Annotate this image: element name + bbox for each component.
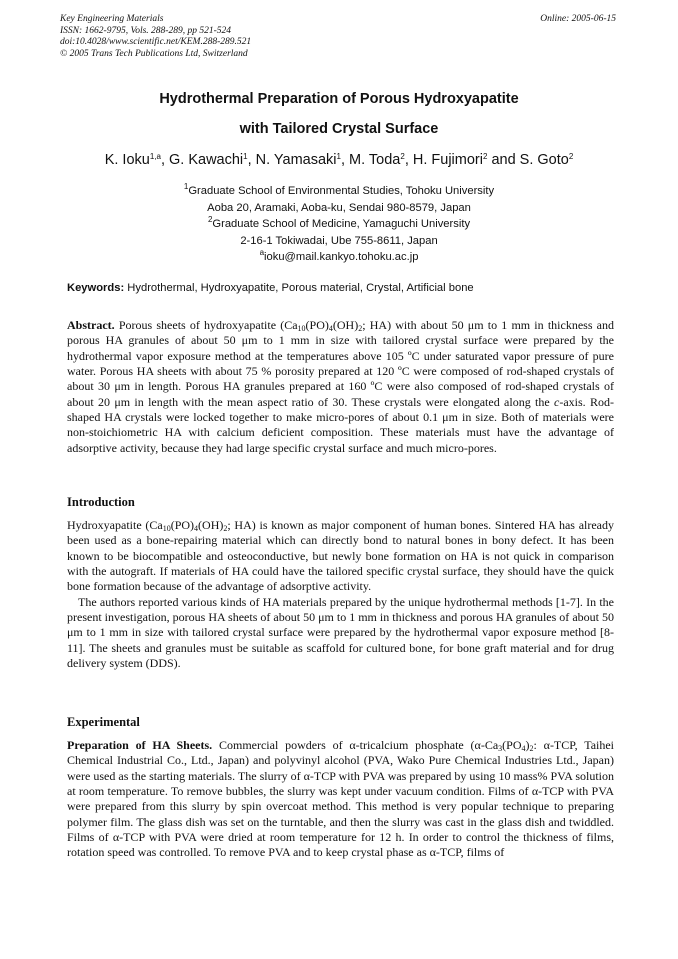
subscript: 4 <box>328 324 333 333</box>
intro-paragraph-1 <box>67 518 614 595</box>
subscript: 10 <box>162 524 171 533</box>
subscript: 4 <box>521 744 526 753</box>
author-list <box>0 152 678 168</box>
axis-italic: c <box>554 394 560 409</box>
affiliation-text: Graduate School of Environmental Studies, Tohoku University <box>188 185 495 197</box>
email-address: ioku@mail.kankyo.tohoku.ac.jp <box>264 251 419 263</box>
experimental-text: Commercial powders of α-tricalcium phosphate (α-Ca <box>212 738 499 752</box>
author-name: , G. Kawachi <box>160 152 244 168</box>
title-line-2: with Tailored Crystal Surface <box>239 121 439 137</box>
online-date: Online: 2005-06-15 <box>540 14 616 24</box>
intro-text: Hydroxyapatite (Ca <box>67 518 163 532</box>
experimental-text: (PO <box>502 738 522 752</box>
subscript: 10 <box>297 324 306 333</box>
subscript: 2 <box>223 524 228 533</box>
affiliation-1 <box>0 183 678 200</box>
author-sup: 1 <box>243 152 248 161</box>
abstract-label: Abstract. <box>67 318 115 332</box>
subscript: 4 <box>194 524 199 533</box>
abstract <box>67 318 614 456</box>
author-sup: 1 <box>336 152 341 161</box>
affiliations <box>0 183 678 266</box>
author-sup: 2 <box>400 152 405 161</box>
doi-line: doi:10.4028/www.scientific.net/KEM.288-289.521 <box>60 37 252 47</box>
introduction-heading: Introduction <box>67 495 135 509</box>
subscript: 2 <box>529 744 534 753</box>
experimental-heading: Experimental <box>67 715 140 729</box>
subsection-label: Preparation of HA Sheets. <box>67 738 213 752</box>
author-name: and S. Goto <box>487 152 569 168</box>
keywords <box>67 282 617 294</box>
title-line-1: Hydrothermal Preparation of Porous Hydroxyapatite <box>159 91 519 107</box>
introduction <box>67 518 614 671</box>
affiliation-1-address: Aoba 20, Aramaki, Aoba-ku, Sendai 980-8579, Japan <box>207 201 471 214</box>
affiliation-2 <box>0 216 678 233</box>
issn-line: ISSN: 1662-9795, Vols. 288-289, pp 521-524 <box>60 25 231 36</box>
author-name: K. Ioku <box>104 152 150 168</box>
subscript: 2 <box>358 324 363 333</box>
affiliation-text: Graduate School of Medicine, Yamaguchi University <box>212 218 471 230</box>
journal-header <box>60 14 251 60</box>
experimental-text: : α-TCP, Taihei Chemical Industrial Co., Ltd., Japan) and polyvinyl alcohol (PVA, Wako Pure Chemical Industries Ltd., Japan) were used as the starting materials. The slurry of α-TCP with PVA was prepared by using 10 mass% PVA solution at room temperature. To remove bubbles, the slurry was kept under vacuum condition. Films of α-TCP with PVA were prepared from this slurry by spin overcoat method. This method is very popular technique to preparing polymer film. The glass dish was set on the turntable, and then the slurry was cast in the glass dish and twiddled. Films of α-TCP with PVA were dried at room temperature for 12 h. In order to control the thickness of films, rotation speed was controlled. To remove PVA and to keep crystal phase as α-TCP, films of <box>67 738 615 860</box>
experimental-paragraph <box>67 738 614 861</box>
copyright-line: © 2005 Trans Tech Publications Ltd, Switzerland <box>60 48 248 59</box>
abstract-text: ; HA) with about 50 μm to 1 mm in thickness and porous HA granules of about 50 μm to 1 mm in size with tailored crystal surface were prepared by the hydrothermal vapor exposure method at the temperatures above 105 ºC under saturated vapor pressure of pure water. Porous HA sheets with about 75 % porosity prepared at 120 ºC were composed of rod-shaped crystals of about 30 μm in length. Porous HA granules prepared at 160 ºC were also composed of rod-shaped crystals of about 20 μm in length with the mean aspect ratio of 30. These crystals were elongated along the <box>67 318 614 409</box>
intro-text: ; HA) is known as major component of human bones. Sintered HA has already been used as a bone-repairing material which can directly bond to natural bones in bony defect. It has been known to be biocompatible and osteoconductive, but newly bone formation on HA is not quick in comparison with the autograft. If materials of HA could have the tailored specific crystal surface, they should have the quick bone formation because of the advantage of adsorptive activity. <box>67 518 615 594</box>
keywords-text: Hydrothermal, Hydroxyapatite, Porous material, Crystal, Artificial bone <box>124 282 474 294</box>
abstract-text: -axis. Rod-shaped HA crystals were locked together to make micro-pores of about 0.1 μm in size. Both of materials were non-stoichiometric HA with calcium deficient composition. These materials must have the advantage of adsorptive activity, because they had large specific crystal surface and much micro-pores. <box>67 394 614 455</box>
email-sup: a <box>259 248 265 257</box>
author-name: , H. Fujimori <box>404 152 483 168</box>
author-name: , M. Toda <box>340 152 401 168</box>
keywords-label: Keywords: <box>67 282 125 294</box>
journal-name: Key Engineering Materials <box>60 14 164 24</box>
abstract-text: (OH) <box>332 318 359 332</box>
intro-paragraph-2: The authors reported various kinds of HA materials prepared by the unique hydrothermal methods [1-7]. In the present investigation, porous HA sheets of about 50 μm to 1 mm in thickness and porous HA granules of about 50 μm to 1 mm in size with tailored crystal surface were prepared by the hydrothermal vapor exposure method [8-11]. The sheets and granules must be suitable as scaffold for cultured bone, for bone graft material and for drug delivery system (DDS). <box>67 594 614 671</box>
experimental-text: ) <box>525 738 530 752</box>
abstract-paragraph <box>67 318 614 456</box>
intro-text: (OH) <box>198 518 224 532</box>
abstract-text: Porous sheets of hydroxyapatite (Ca <box>114 318 298 332</box>
intro-text: (PO) <box>170 518 195 532</box>
subscript: 3 <box>498 744 503 753</box>
affiliation-sup: 1 <box>183 182 189 191</box>
author-sup: 2 <box>482 152 488 161</box>
abstract-text: (PO) <box>305 318 329 332</box>
affiliation-2-address: 2-16-1 Tokiwadai, Ube 755-8611, Japan <box>240 234 438 247</box>
affiliation-sup: 2 <box>207 215 213 224</box>
author-sup: 2 <box>568 152 574 161</box>
author-sup: 1,a <box>149 152 161 161</box>
experimental <box>67 738 614 861</box>
author-name: , N. Yamasaki <box>247 152 337 168</box>
email-line <box>0 249 678 266</box>
